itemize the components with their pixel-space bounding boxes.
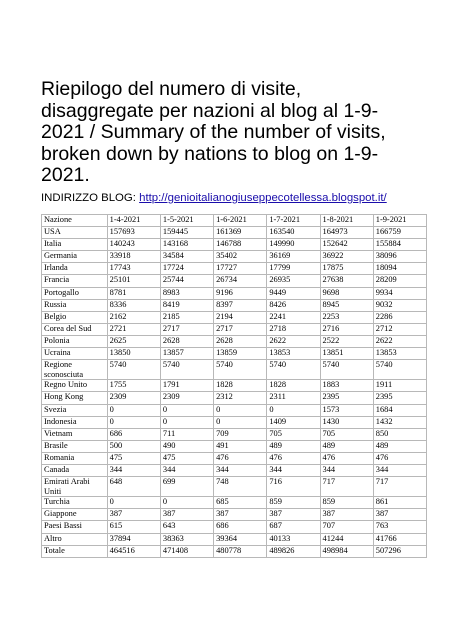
visits-cell: 18094 [373,263,426,275]
visits-cell: 2241 [267,311,320,323]
visits-cell: 2718 [267,323,320,335]
visits-cell: 8945 [320,299,373,311]
table-row [42,287,427,299]
table-row [42,380,427,392]
visits-cell: 387 [373,509,426,521]
visits-cell: 489 [373,440,426,452]
table-row [42,275,427,287]
visits-cell: 164973 [320,227,373,239]
visits-cell: 2309 [107,392,160,404]
visits-cell: 344 [373,464,426,476]
visits-cell: 17724 [160,263,213,275]
visits-cell: 161369 [214,227,267,239]
visits-cell: 1409 [267,416,320,428]
visits-cell: 13853 [373,348,426,360]
header-cell: 1-9-2021 [373,215,426,227]
visits-cell: 146788 [214,239,267,251]
visits-cell: 8781 [107,287,160,299]
visits-cell: 0 [107,497,160,509]
visits-cell: 387 [160,509,213,521]
visits-cell: 5740 [373,360,426,380]
country-cell: Russia [42,299,108,311]
table-row [42,251,427,263]
visits-cell: 2286 [373,311,426,323]
visits-cell: 36169 [267,251,320,263]
visits-cell: 2522 [320,335,373,347]
visits-cell: 13859 [214,348,267,360]
table-header-row [42,215,427,227]
visits-cell: 13857 [160,348,213,360]
visits-cell: 9449 [267,287,320,299]
table-row [42,452,427,464]
visits-cell: 475 [107,452,160,464]
visits-cell: 13850 [107,348,160,360]
visits-cell: 861 [373,497,426,509]
visits-cell: 476 [267,452,320,464]
country-cell: Hong Kong [42,392,108,404]
visits-cell: 5740 [160,360,213,380]
visits-cell: 2622 [373,335,426,347]
table-row [42,497,427,509]
country-cell: USA [42,227,108,239]
visits-cell: 17875 [320,263,373,275]
visits-cell: 387 [214,509,267,521]
visits-cell: 0 [107,404,160,416]
visits-cell: 1911 [373,380,426,392]
visits-cell: 489826 [267,545,320,557]
visits-cell: 9196 [214,287,267,299]
visits-cell: 2721 [107,323,160,335]
visits-cell: 33918 [107,251,160,263]
visits-cell: 38096 [373,251,426,263]
visits-cell: 157693 [107,227,160,239]
visits-cell: 344 [320,464,373,476]
visits-cell: 464516 [107,545,160,557]
visits-cell: 1684 [373,404,426,416]
table-row [42,323,427,335]
visits-cell: 34584 [160,251,213,263]
visits-cell: 2628 [160,335,213,347]
visits-cell: 9698 [320,287,373,299]
visits-cell: 143168 [160,239,213,251]
visits-cell: 152642 [320,239,373,251]
visits-cell: 163540 [267,227,320,239]
table-row [42,239,427,251]
visits-cell: 344 [160,464,213,476]
visits-cell: 27638 [320,275,373,287]
visits-cell: 705 [267,428,320,440]
header-cell: 1-7-2021 [267,215,320,227]
country-cell: Emirati Arabi Uniti [42,477,108,497]
visits-cell: 13851 [320,348,373,360]
table-row [42,428,427,440]
table-row [42,335,427,347]
visits-cell: 0 [214,404,267,416]
visits-cell: 36922 [320,251,373,263]
country-cell: Paesi Bassi [42,521,108,533]
visits-cell: 716 [267,477,320,497]
country-cell: Regione sconosciuta [42,360,108,380]
visits-cell: 500 [107,440,160,452]
visits-cell: 1430 [320,416,373,428]
visits-cell: 1883 [320,380,373,392]
visits-cell: 25744 [160,275,213,287]
visits-cell: 166759 [373,227,426,239]
visits-cell: 28209 [373,275,426,287]
country-cell: Ucraina [42,348,108,360]
header-cell: 1-5-2021 [160,215,213,227]
table-row [42,311,427,323]
visits-cell: 699 [160,477,213,497]
visits-cell: 2622 [267,335,320,347]
visits-cell: 489 [320,440,373,452]
visits-cell: 1791 [160,380,213,392]
visits-cell: 13853 [267,348,320,360]
visits-cell: 344 [107,464,160,476]
visits-cell: 5740 [214,360,267,380]
visits-cell: 859 [267,497,320,509]
visits-cell: 2253 [320,311,373,323]
blog-address-label: INDIRIZZO BLOG: [41,192,140,204]
header-cell: Nazione [42,215,108,227]
visits-cell: 2628 [214,335,267,347]
visits-cell: 471408 [160,545,213,557]
country-cell: Regno Unito [42,380,108,392]
visits-table [41,214,427,558]
visits-cell: 2185 [160,311,213,323]
visits-cell: 480778 [214,545,267,557]
visits-cell: 475 [160,452,213,464]
visits-cell: 2717 [160,323,213,335]
visits-cell: 38363 [160,533,213,545]
visits-cell: 2712 [373,323,426,335]
visits-cell: 17799 [267,263,320,275]
visits-cell: 26935 [267,275,320,287]
country-cell: Corea del Sud [42,323,108,335]
visits-cell: 40133 [267,533,320,545]
visits-cell: 9934 [373,287,426,299]
visits-cell: 35402 [214,251,267,263]
header-cell: 1-6-2021 [214,215,267,227]
visits-cell: 615 [107,521,160,533]
country-cell: Irlanda [42,263,108,275]
visits-cell: 344 [214,464,267,476]
visits-cell: 41244 [320,533,373,545]
table-row [42,545,427,557]
country-cell: Germania [42,251,108,263]
visits-cell: 489 [267,440,320,452]
visits-cell: 850 [373,428,426,440]
visits-cell: 707 [320,521,373,533]
header-cell: 1-8-2021 [320,215,373,227]
visits-cell: 1755 [107,380,160,392]
visits-cell: 155884 [373,239,426,251]
country-cell: Vietnam [42,428,108,440]
visits-cell: 2717 [214,323,267,335]
visits-cell: 17743 [107,263,160,275]
visits-cell: 498984 [320,545,373,557]
visits-cell: 0 [267,404,320,416]
blog-link[interactable]: http://genioitalianogiuseppecotellessa.blogspot.it/ [139,192,387,204]
visits-cell: 2395 [320,392,373,404]
country-cell: Canada [42,464,108,476]
visits-cell: 686 [214,521,267,533]
table-row [42,521,427,533]
visits-cell: 8983 [160,287,213,299]
visits-cell: 0 [160,416,213,428]
table-row [42,404,427,416]
visits-cell: 687 [267,521,320,533]
visits-cell: 2194 [214,311,267,323]
visits-cell: 2309 [160,392,213,404]
blog-address [41,191,387,205]
visits-cell: 2395 [373,392,426,404]
country-cell: Indonesia [42,416,108,428]
visits-cell: 711 [160,428,213,440]
table-row [42,440,427,452]
visits-cell: 2312 [214,392,267,404]
visits-cell: 507296 [373,545,426,557]
visits-cell: 709 [214,428,267,440]
country-cell: Giappone [42,509,108,521]
visits-cell: 748 [214,477,267,497]
visits-cell: 685 [214,497,267,509]
table-row [42,299,427,311]
visits-cell: 140243 [107,239,160,251]
visits-cell: 717 [373,477,426,497]
visits-cell: 159445 [160,227,213,239]
visits-cell: 1828 [214,380,267,392]
country-cell: Totale [42,545,108,557]
visits-cell: 1828 [267,380,320,392]
visits-cell: 705 [320,428,373,440]
visits-cell: 8426 [267,299,320,311]
country-cell: Altro [42,533,108,545]
country-cell: Romania [42,452,108,464]
visits-cell: 491 [214,440,267,452]
visits-cell: 717 [320,477,373,497]
country-cell: Francia [42,275,108,287]
visits-cell: 37894 [107,533,160,545]
country-cell: Polonia [42,335,108,347]
country-cell: Portogallo [42,287,108,299]
visits-cell: 8419 [160,299,213,311]
country-cell: Italia [42,239,108,251]
visits-cell: 1573 [320,404,373,416]
visits-cell: 26734 [214,275,267,287]
visits-cell: 763 [373,521,426,533]
header-cell: 1-4-2021 [107,215,160,227]
visits-cell: 8336 [107,299,160,311]
visits-cell: 1432 [373,416,426,428]
table-row [42,227,427,239]
visits-cell: 0 [214,416,267,428]
visits-cell: 387 [320,509,373,521]
visits-cell: 5740 [267,360,320,380]
visits-cell: 648 [107,477,160,497]
table-row [42,348,427,360]
visits-cell: 490 [160,440,213,452]
visits-cell: 344 [267,464,320,476]
visits-cell: 9032 [373,299,426,311]
visits-cell: 0 [160,497,213,509]
visits-cell: 476 [214,452,267,464]
table-row [42,464,427,476]
visits-cell: 5740 [320,360,373,380]
table-row [42,263,427,275]
visits-cell: 17727 [214,263,267,275]
visits-cell: 2311 [267,392,320,404]
visits-cell: 2716 [320,323,373,335]
country-cell: Belgio [42,311,108,323]
visits-cell: 0 [160,404,213,416]
visits-cell: 2162 [107,311,160,323]
visits-cell: 149990 [267,239,320,251]
visits-cell: 25101 [107,275,160,287]
visits-cell: 387 [107,509,160,521]
visits-cell: 476 [320,452,373,464]
document-title: Riepilogo del numero di visite, disaggregate per nazioni al blog al 1-9- 2021 / Summary of the number of visits, broken down by nations to blog on 1-9- 2021. [41,78,386,186]
visits-table-body [42,215,427,558]
visits-cell: 387 [267,509,320,521]
country-cell: Brasile [42,440,108,452]
visits-cell: 5740 [107,360,160,380]
visits-cell: 39364 [214,533,267,545]
table-row [42,533,427,545]
visits-cell: 2625 [107,335,160,347]
country-cell: Svezia [42,404,108,416]
visits-cell: 686 [107,428,160,440]
visits-cell: 643 [160,521,213,533]
country-cell: Turchia [42,497,108,509]
visits-cell: 476 [373,452,426,464]
table-row [42,477,427,497]
visits-cell: 41766 [373,533,426,545]
visits-cell: 8397 [214,299,267,311]
table-row [42,392,427,404]
visits-cell: 859 [320,497,373,509]
table-row [42,416,427,428]
table-row [42,509,427,521]
table-row [42,360,427,380]
visits-cell: 0 [107,416,160,428]
